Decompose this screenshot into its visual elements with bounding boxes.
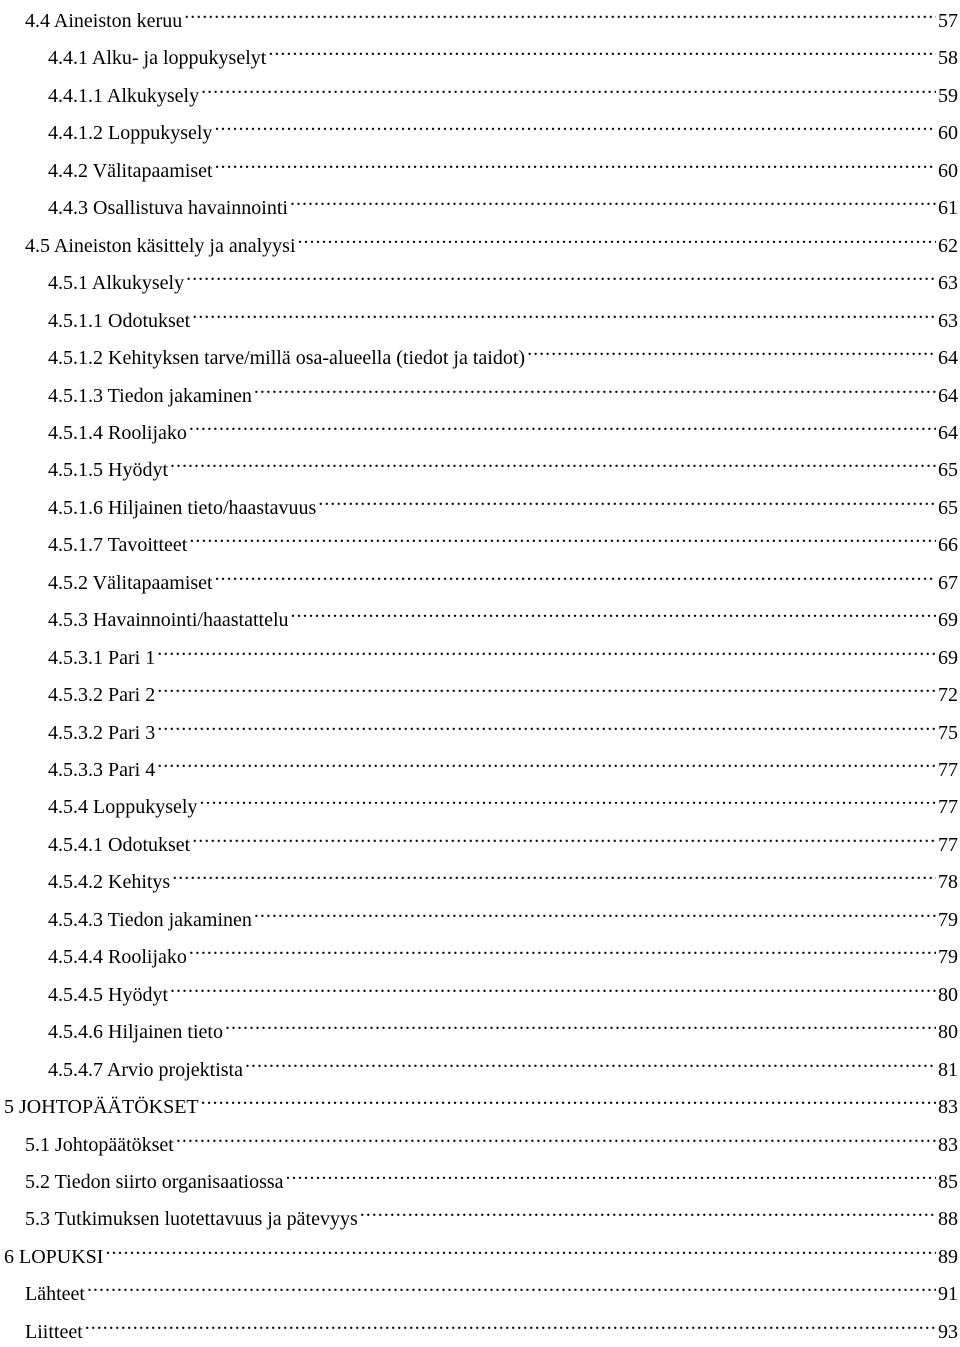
toc-entry[interactable] bbox=[25, 1158, 958, 1193]
toc-entry[interactable] bbox=[48, 671, 958, 707]
toc-entry[interactable] bbox=[48, 184, 958, 220]
toc-dot-leader bbox=[170, 446, 936, 476]
toc-entry[interactable] bbox=[48, 446, 958, 482]
toc-page-number: 67 bbox=[938, 571, 958, 594]
toc-dot-leader bbox=[215, 147, 936, 177]
toc-entry[interactable] bbox=[48, 297, 958, 332]
toc-entry[interactable] bbox=[25, 1121, 958, 1156]
toc-entry[interactable] bbox=[48, 521, 958, 557]
toc-dot-leader bbox=[214, 109, 936, 139]
toc-dot-leader bbox=[189, 409, 936, 439]
toc-dot-leader bbox=[201, 1083, 936, 1113]
toc-entry-title: 4.5.1.3 Tiedon jakaminen bbox=[48, 384, 252, 407]
toc-page-number: 59 bbox=[938, 84, 958, 107]
toc-page-number: 64 bbox=[938, 347, 958, 370]
toc-dot-leader bbox=[215, 559, 936, 589]
toc-dot-leader bbox=[172, 858, 936, 888]
toc-page-number: 79 bbox=[938, 946, 958, 969]
toc-page-number: 83 bbox=[938, 1133, 958, 1156]
toc-page-number: 69 bbox=[938, 646, 958, 669]
toc-dot-leader bbox=[527, 334, 936, 364]
toc-page-number: 60 bbox=[938, 159, 958, 182]
toc-dot-leader bbox=[201, 72, 936, 102]
toc-dot-leader bbox=[298, 222, 936, 252]
toc-page-number: 77 bbox=[938, 833, 958, 856]
toc-dot-leader bbox=[87, 1270, 936, 1300]
toc-entry[interactable] bbox=[48, 109, 958, 145]
toc-entry-title: 4.5.3 Havainnointi/haastattelu bbox=[48, 609, 289, 632]
toc-entry[interactable] bbox=[48, 896, 958, 931]
toc-entry[interactable] bbox=[4, 1083, 958, 1119]
toc-entry-title: 4.5.4.7 Arvio projektista bbox=[48, 1058, 243, 1081]
toc-entry-title: 4.4.1.1 Alkukysely bbox=[48, 84, 200, 107]
toc-page-number: 65 bbox=[938, 459, 958, 482]
toc-page-number: 65 bbox=[938, 496, 958, 519]
toc-entry-title: 4.4 Aineiston keruu bbox=[25, 10, 183, 32]
toc-page-number: 77 bbox=[938, 759, 958, 781]
toc-entry[interactable] bbox=[48, 971, 958, 1006]
toc-entry[interactable] bbox=[25, 0, 958, 32]
toc-dot-leader bbox=[268, 34, 936, 64]
toc-entry-title: 4.5.3.3 Pari 4 bbox=[48, 759, 156, 781]
toc-dot-leader bbox=[291, 596, 937, 626]
toc-entry[interactable] bbox=[48, 484, 958, 519]
toc-entry-title: 4.5.4.3 Tiedon jakaminen bbox=[48, 908, 252, 931]
toc-dot-leader bbox=[157, 746, 936, 776]
toc-dot-leader bbox=[105, 1233, 936, 1263]
toc-page-number: 61 bbox=[938, 197, 958, 220]
toc-page-number: 79 bbox=[938, 908, 958, 931]
toc-page-number: 93 bbox=[938, 1320, 958, 1343]
toc-entry-title: Liitteet bbox=[25, 1320, 83, 1343]
toc-entry[interactable] bbox=[48, 372, 958, 407]
toc-entry-title: 4.5.4 Loppukysely bbox=[48, 796, 198, 819]
toc-entry-title: 4.5 Aineiston käsittely ja analyysi bbox=[25, 234, 296, 257]
toc-entry-title: 5.1 Johtopäätökset bbox=[25, 1133, 174, 1156]
toc-entry[interactable] bbox=[48, 147, 958, 182]
toc-entry-title: 4.4.2 Välitapaamiset bbox=[48, 159, 213, 182]
toc-entry-title: 4.5.4.2 Kehitys bbox=[48, 871, 171, 894]
toc-dot-leader bbox=[225, 1008, 936, 1038]
toc-dot-leader bbox=[189, 933, 936, 963]
toc-entry[interactable] bbox=[48, 783, 958, 819]
toc-dot-leader bbox=[199, 783, 936, 813]
toc-entry[interactable] bbox=[48, 559, 958, 594]
toc-entry[interactable] bbox=[25, 1195, 958, 1231]
toc-page-number: 75 bbox=[938, 721, 958, 744]
toc-entry-title: 4.5.4.6 Hiljainen tieto bbox=[48, 1021, 223, 1044]
toc-entry-title: 6 LOPUKSI bbox=[4, 1245, 104, 1268]
toc-entry[interactable] bbox=[4, 1233, 958, 1268]
toc-dot-leader bbox=[245, 1046, 936, 1076]
toc-entry-title: 5.3 Tutkimuksen luotettavuus ja pätevyys bbox=[25, 1208, 358, 1231]
toc-entry[interactable] bbox=[48, 334, 958, 370]
toc-entry[interactable] bbox=[48, 634, 958, 669]
toc-entry-title: 4.5.4.4 Roolijako bbox=[48, 946, 187, 969]
toc-page-number: 91 bbox=[938, 1283, 958, 1306]
toc-page-number: 63 bbox=[938, 309, 958, 332]
toc-entry[interactable] bbox=[48, 821, 958, 856]
toc-entry-title: 4.5.1.4 Roolijako bbox=[48, 421, 187, 444]
toc-dot-leader bbox=[170, 971, 936, 1001]
toc-entry[interactable] bbox=[25, 1270, 958, 1306]
toc-entry-title: 4.5.1.1 Odotukset bbox=[48, 309, 191, 332]
toc-page-number: 66 bbox=[938, 534, 958, 557]
toc-dot-leader bbox=[85, 1308, 936, 1338]
toc-dot-leader bbox=[176, 1121, 936, 1151]
toc-dot-leader bbox=[189, 521, 936, 551]
toc-page-number: 60 bbox=[938, 122, 958, 145]
toc-entry[interactable] bbox=[48, 709, 958, 744]
toc-entry-title: Lähteet bbox=[25, 1283, 85, 1306]
toc-dot-leader bbox=[157, 634, 936, 664]
toc-entry-title: 5.2 Tiedon siirto organisaatiossa bbox=[25, 1170, 284, 1193]
toc-entry-title: 4.5.1.7 Tavoitteet bbox=[48, 534, 188, 557]
toc-entry[interactable] bbox=[25, 1308, 958, 1343]
toc-dot-leader bbox=[290, 184, 936, 214]
toc-page-number: 64 bbox=[938, 384, 958, 407]
toc-dot-leader bbox=[254, 372, 936, 402]
toc-entry-title: 4.4.1.2 Loppukysely bbox=[48, 122, 213, 145]
toc-entry-title: 4.5.1 Alkukysely bbox=[48, 272, 185, 295]
toc-entry-title: 4.5.3.2 Pari 2 bbox=[48, 684, 156, 707]
toc-page-number: 78 bbox=[938, 871, 958, 894]
toc-entry-title: 4.5.4.5 Hyödyt bbox=[48, 983, 168, 1006]
toc-entry-title: 4.5.1.2 Kehityksen tarve/millä osa-alueella (tiedot ja taidot) bbox=[48, 347, 526, 370]
toc-entry-title: 4.4.1 Alku- ja loppukyselyt bbox=[48, 47, 267, 70]
toc-page-number: 77 bbox=[938, 796, 958, 819]
toc-entry-title: 4.5.2 Välitapaamiset bbox=[48, 571, 213, 594]
toc-entry-title: 4.4.3 Osallistuva havainnointi bbox=[48, 197, 288, 220]
toc-dot-leader bbox=[360, 1195, 936, 1225]
toc-dot-leader bbox=[157, 671, 936, 701]
toc-entry-title: 4.5.4.1 Odotukset bbox=[48, 833, 191, 856]
toc-entry-title: 4.5.1.6 Hiljainen tieto/haastavuus bbox=[48, 496, 317, 519]
toc-entry[interactable] bbox=[48, 933, 958, 969]
toc-entry[interactable] bbox=[48, 1046, 958, 1081]
toc-entry-title: 5 JOHTOPÄÄTÖKSET bbox=[4, 1096, 199, 1119]
toc-page-number: 57 bbox=[938, 10, 958, 32]
toc-page-number: 69 bbox=[938, 609, 958, 632]
toc-page-number: 83 bbox=[938, 1096, 958, 1119]
toc-page-number: 80 bbox=[938, 983, 958, 1006]
toc-page-number: 64 bbox=[938, 421, 958, 444]
toc-entry-title: 4.5.3.1 Pari 1 bbox=[48, 646, 156, 669]
toc-page-number: 62 bbox=[938, 234, 958, 257]
toc-entry[interactable] bbox=[48, 259, 958, 295]
toc-dot-leader bbox=[192, 297, 936, 327]
toc-page-number: 80 bbox=[938, 1021, 958, 1044]
toc-page-number: 63 bbox=[938, 272, 958, 295]
toc-dot-leader bbox=[286, 1158, 936, 1188]
toc-dot-leader bbox=[157, 709, 936, 739]
toc-page-number: 85 bbox=[938, 1170, 958, 1193]
toc-dot-leader bbox=[192, 821, 936, 851]
toc-dot-leader bbox=[184, 0, 936, 27]
toc-entry-title: 4.5.1.5 Hyödyt bbox=[48, 459, 168, 482]
toc-entry[interactable] bbox=[48, 858, 958, 894]
toc-page-number: 81 bbox=[938, 1058, 958, 1081]
toc-page-number: 72 bbox=[938, 684, 958, 707]
toc-dot-leader bbox=[254, 896, 936, 926]
toc-entry[interactable] bbox=[25, 222, 958, 257]
toc-entry[interactable] bbox=[48, 34, 958, 70]
toc-page-number: 89 bbox=[938, 1245, 958, 1268]
toc-entry[interactable] bbox=[48, 596, 958, 632]
toc-entry[interactable] bbox=[48, 72, 958, 107]
toc-entry[interactable] bbox=[48, 746, 958, 781]
toc-entry[interactable] bbox=[48, 1008, 958, 1044]
toc-entry-title: 4.5.3.2 Pari 3 bbox=[48, 721, 156, 744]
toc-dot-leader bbox=[186, 259, 936, 289]
toc-entry[interactable] bbox=[48, 409, 958, 444]
toc-page-number: 58 bbox=[938, 47, 958, 70]
toc-dot-leader bbox=[318, 484, 936, 514]
toc-page-number: 88 bbox=[938, 1208, 958, 1231]
